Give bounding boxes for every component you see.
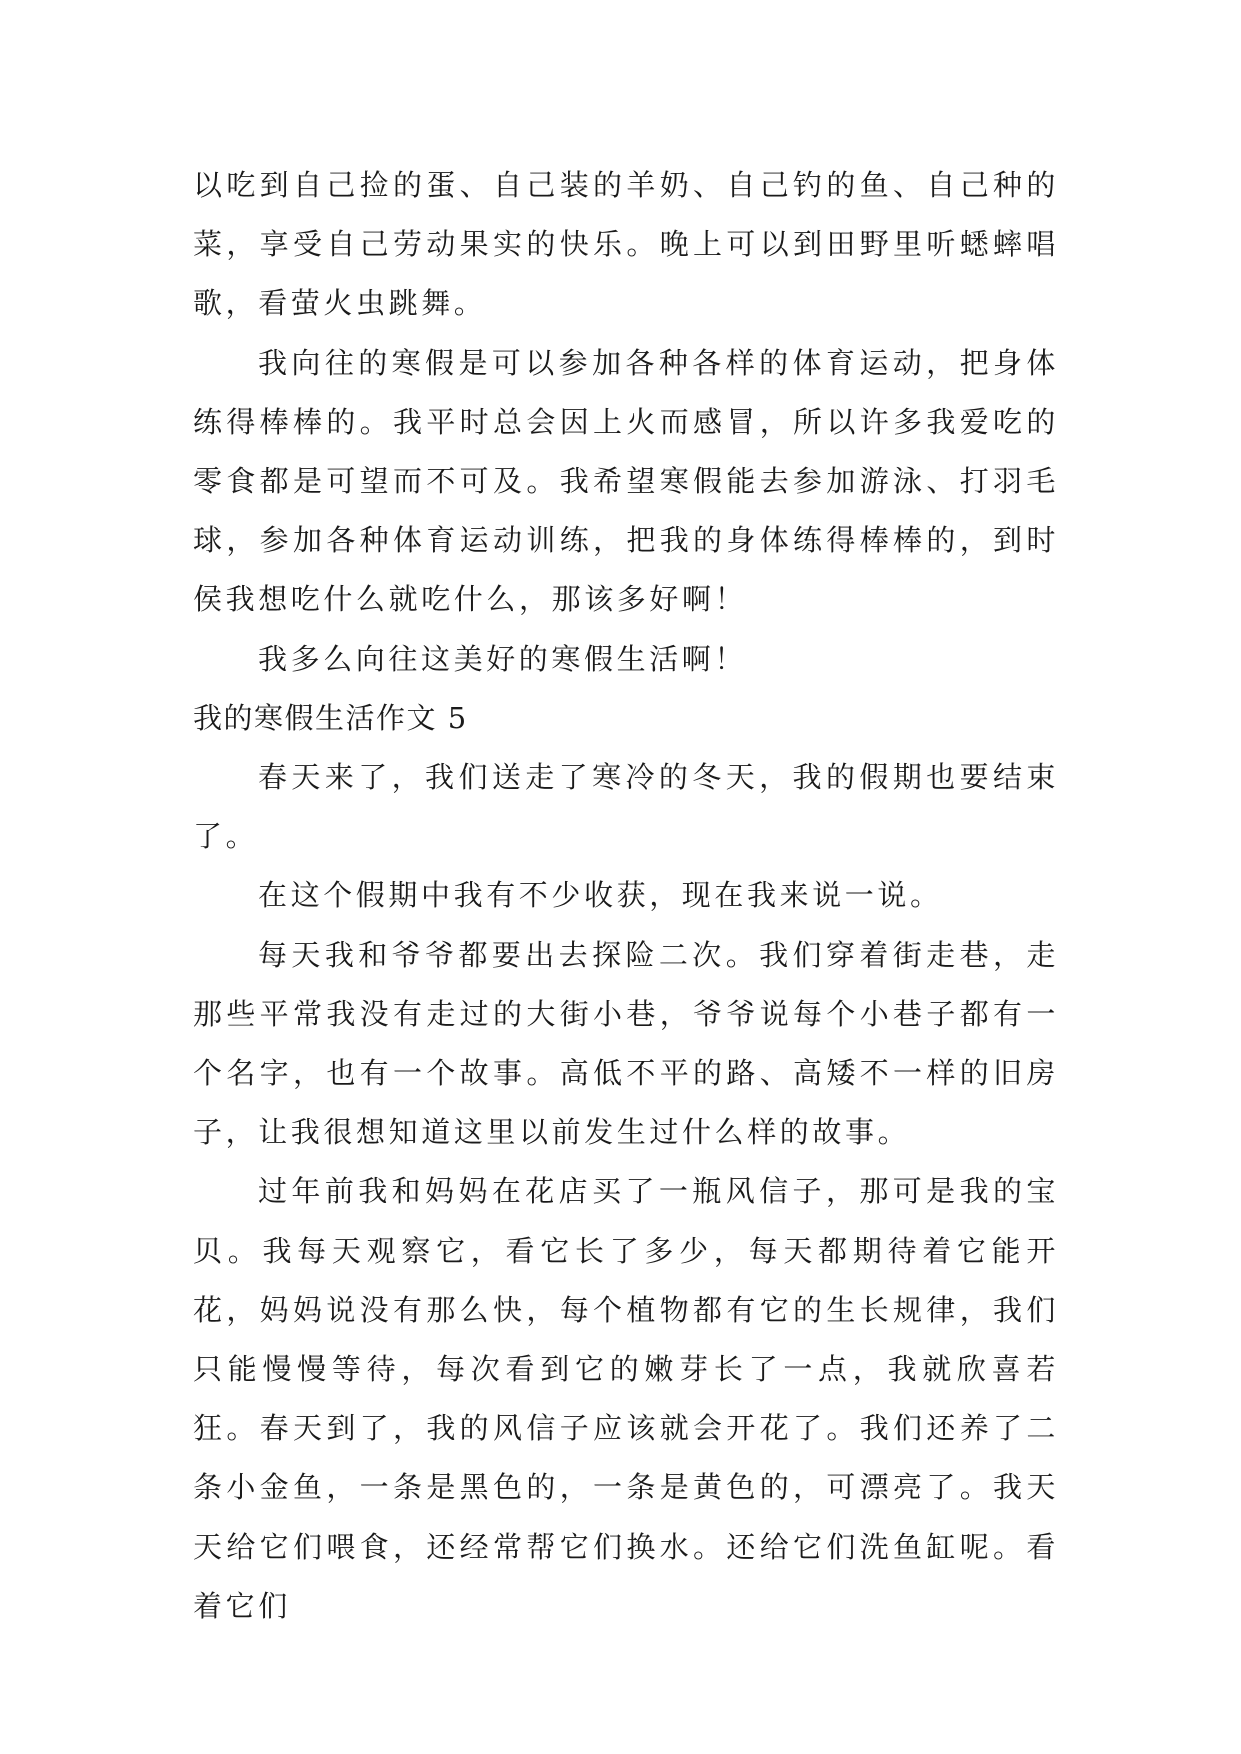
- paragraph-longing: 我多么向往这美好的寒假生活啊！: [258, 641, 748, 676]
- document-body: [193, 156, 1059, 1636]
- paragraph-hyacinth: 过年前我和妈妈在花店买了一瓶风信子，那可是我的宝贝。我每天观察它，看它长了多少，每天都期待着它能开花，妈妈说没有那么快，每个植物都有它的生长规律，我们只能慢慢等待，每次看到它的嫩芽长了一点，我就欣喜若狂。春天到了，我的风信子应该就会开花了。我们还养了二条小金鱼，一条是黑色的，一条是黄色的，可漂亮了。我天天给它们喂食，还经常帮它们换水。还给它们洗鱼缸呢。看着它们: [193, 1174, 1059, 1623]
- paragraph-harvest: 在这个假期中我有不少收获，现在我来说一说。: [258, 878, 943, 913]
- paragraph-exploring: 每天我和爷爷都要出去探险二次。我们穿着街走巷，走那些平常我没有走过的大街小巷，爷爷说每个小巷子都有一个名字，也有一个故事。高低不平的路、高矮不一样的旧房子，让我很想知道这里以前发生过什么样的故事。: [193, 937, 1059, 1150]
- paragraph-continuation: 以吃到自己捡的蛋、自己装的羊奶、自己钓的鱼、自己种的菜，享受自己劳动果实的快乐。晚上可以到田野里听蟋蟀唱歌，看萤火虫跳舞。: [193, 168, 1059, 321]
- paragraph-spring: 春天来了，我们送走了寒冷的冬天，我的假期也要结束了。: [193, 760, 1059, 854]
- paragraph-sports: 我向往的寒假是可以参加各种各样的体育运动，把身体练得棒棒的。我平时总会因上火而感冒，所以许多我爱吃的零食都是可望而不可及。我希望寒假能去参加游泳、打羽毛球，参加各种体育运动训练，把我的身体练得棒棒的，到时侯我想吃什么就吃什么，那该多好啊！: [193, 345, 1059, 617]
- essay-heading: 我的寒假生活作文 5: [193, 700, 468, 735]
